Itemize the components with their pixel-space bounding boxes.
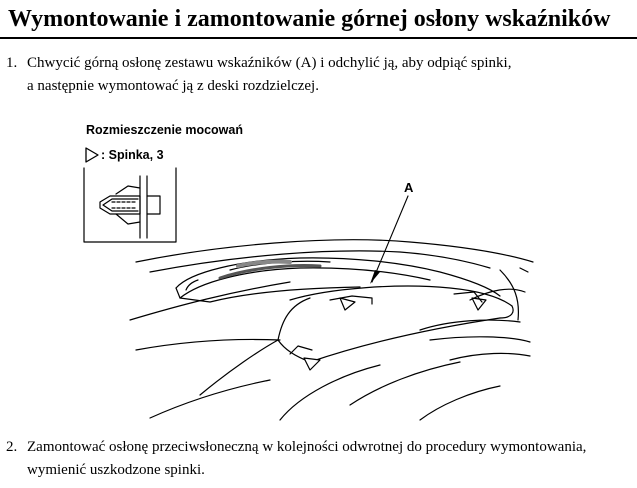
step-text-line: Zamontować osłonę przeciwsłoneczną w kolejności odwrotnej do procedury wymontowania, [27,439,587,455]
page-title: Wymontowanie i zamontowanie górnej osłony wskaźników [8,6,611,32]
step-number: 2. [6,439,18,455]
step-text-line: Chwycić górną osłonę zestawu wskaźników (A) i odchylić ją, aby odpiąć spinki, [27,55,512,71]
step-text-line: wymienić uszkodzone spinki. [27,462,205,478]
clip-detail-icon [84,168,176,242]
step-text-line: a następnie wymontować ją z deski rozdzielczej. [27,78,319,94]
figure-heading: Rozmieszczenie mocowań [86,123,243,137]
callout-label: A [404,180,414,195]
step-number: 1. [6,55,18,71]
legend-label: : Spinka, 3 [101,148,164,162]
triangle-marker-icon [86,148,98,162]
